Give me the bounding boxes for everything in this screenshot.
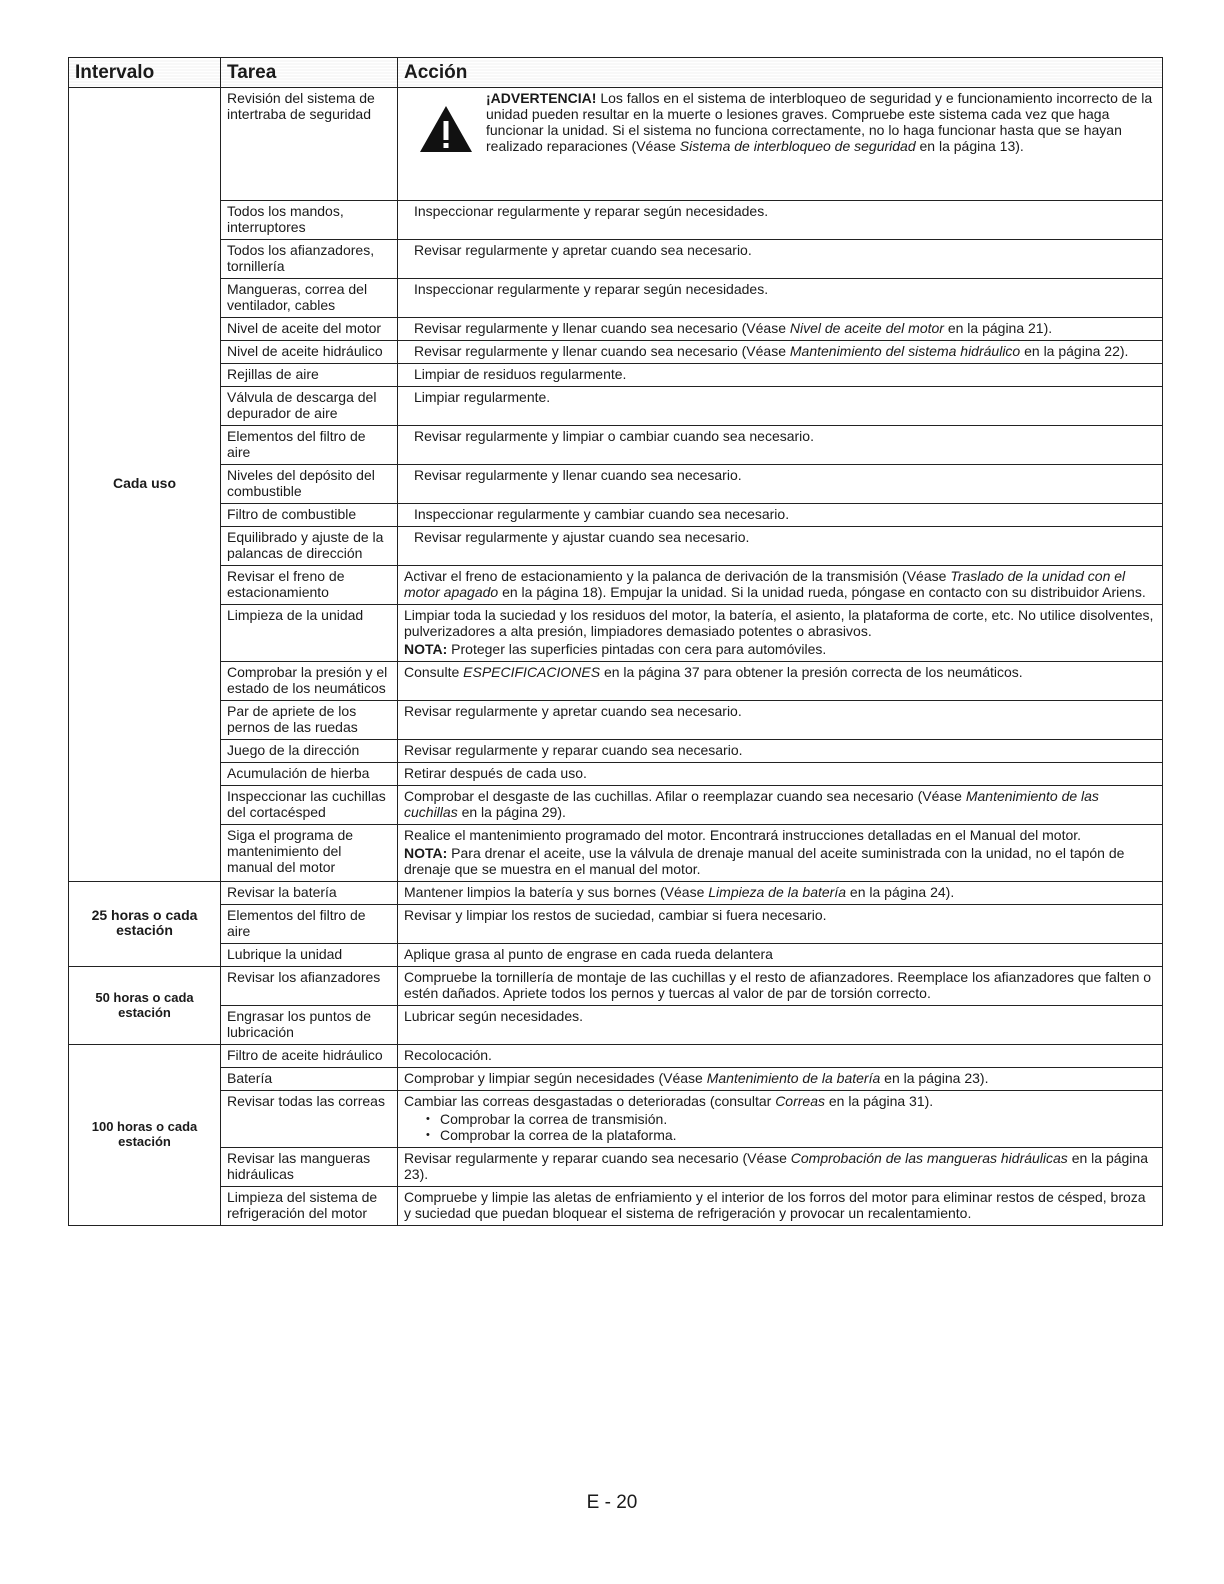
table-row [69,426,1163,465]
task-cell: Revisar las mangueras hidráulicas [221,1148,398,1187]
warning-text [486,90,1156,154]
table-row [69,318,1163,341]
task-cell: Comprobar la presión y el estado de los neumáticos [221,662,398,701]
action-tail: en la página 21). [943,320,1053,336]
table-row [69,88,1163,201]
table-row [69,944,1163,967]
warning-body: Los fallos en el sistema de interbloqueo de seguridad y e funcionamiento incorrecto de la unidad pueden resultar en la muerte o lesiones graves. Compruebe este sistema cada vez que haga funcionar la unidad. Si el sistema no funciona correctamente, no lo haga funcionar hasta que se hayan realizado reparaciones (Véase [486,90,1153,154]
note [404,845,1156,877]
action-cell: Revisar regularmente y llenar cuando sea necesario. [398,465,1163,504]
table-row [69,240,1163,279]
task-cell: Filtro de aceite hidráulico [221,1045,398,1068]
note-text: Proteger las superficies pintadas con cera para automóviles. [447,641,827,657]
action-cell: Revisar regularmente y limpiar o cambiar cuando sea necesario. [398,426,1163,465]
action-text: Revisar regularmente y llenar cuando sea necesario (Véase [414,343,790,359]
interval-25-hours: 25 horas o cada estación [69,882,221,967]
table-row [69,465,1163,504]
action-tail: en la página 24). [846,884,955,900]
action-ref: Traslado de la unidad con el motor apagado [404,568,1126,600]
table-row [69,905,1163,944]
action-cell: Revisar y limpiar los restos de suciedad, cambiar si fuera necesario. [398,905,1163,944]
interval-each-use: Cada uso [69,88,221,882]
table-row [69,527,1163,566]
note-text: Para drenar el aceite, use la válvula de drenaje manual del aceite suministrada con la unidad, no el tapón de drenaje que se muestra en el manual del motor. [404,845,1125,877]
action-text: Consulte [404,664,464,680]
action-cell [398,662,1163,701]
action-cell: Compruebe la tornillería de montaje de las cuchillas y el resto de afianzadores. Reemplace los afianzadores que falten o estén dañados. Apriete todos los pernos y tuercas al valor de par de torsión correcto. [398,967,1163,1006]
task-cell: Revisar todas las correas [221,1091,398,1148]
action-cell: Aplique grasa al punto de engrase en cada rueda delantera [398,944,1163,967]
task-cell: Nivel de aceite hidráulico [221,341,398,364]
action-cell: Compruebe y limpie las aletas de enfriamiento y el interior de los forros del motor para eliminar restos de césped, broza y suciedad que puedan bloquear el sistema de refrigeración y provocar un recalentamiento. [398,1187,1163,1226]
action-ref: Mantenimiento de las cuchillas [404,788,1099,820]
bullet-item: • Comprobar la correa de la plataforma. [440,1127,1156,1143]
note-label: NOTA: [404,845,448,861]
action-tail: en la página 23). [880,1070,989,1086]
table-row [69,1045,1163,1068]
table-row [69,201,1163,240]
action-ref: Mantenimiento de la batería [706,1070,881,1086]
action-cell [398,1068,1163,1091]
action-cell: Retirar después de cada uso. [398,763,1163,786]
header-interval: Intervalo [69,58,221,88]
action-cell: Inspeccionar regularmente y reparar según necesidades. [398,279,1163,318]
maintenance-table [68,57,1163,1226]
warning-label: ¡ADVERTENCIA! [486,90,597,106]
bullet-item: • Comprobar la correa de transmisión. [440,1111,1156,1127]
table-row [69,825,1163,882]
task-cell: Par de apriete de los pernos de las ruedas [221,701,398,740]
table-row [69,1006,1163,1045]
table-row [69,605,1163,662]
action-cell [398,318,1163,341]
action-text: Comprobar el desgaste de las cuchillas. Afilar o reemplazar cuando sea necesario (Véase [404,788,966,804]
action-cell [398,882,1163,905]
action-tail: en la página 18). Empujar la unidad. Si la unidad rueda, póngase en contacto con su distribuidor Ariens. [498,584,1146,600]
action-cell: Revisar regularmente y apretar cuando sea necesario. [398,240,1163,279]
page-number: E - 20 [586,1492,638,1513]
action-text: Mantener limpios la batería y sus bornes (Véase [404,884,709,900]
bullet-list [404,1111,1156,1143]
action-cell [398,786,1163,825]
action-cell: Limpiar regularmente. [398,387,1163,426]
action-cell [398,341,1163,364]
note-label: NOTA: [404,641,448,657]
task-cell: Rejillas de aire [221,364,398,387]
warning-ref: Sistema de interbloqueo de seguridad [679,138,916,154]
task-cell: Todos los afianzadores, tornillería [221,240,398,279]
task-cell: Acumulación de hierba [221,763,398,786]
task-cell: Mangueras, correa del ventilador, cables [221,279,398,318]
table-row [69,662,1163,701]
table-row [69,701,1163,740]
action-cell [398,566,1163,605]
task-cell: Niveles del depósito del combustible [221,465,398,504]
action-text: Limpiar toda la suciedad y los residuos del motor, la batería, el asiento, la plataforma de corte, etc. No utilice disolventes, pulverizadores a alta presión, limpiadores demasiado potentes o abrasivos. [404,607,1154,639]
header-task: Tarea [221,58,398,88]
table-row [69,566,1163,605]
task-cell: Limpieza del sistema de refrigeración del motor [221,1187,398,1226]
task-cell: Equilibrado y ajuste de la palancas de dirección [221,527,398,566]
table-row [69,786,1163,825]
header-action: Acción [398,58,1163,88]
action-tail: en la página 31). [824,1093,934,1109]
table-row [69,1068,1163,1091]
table-row [69,967,1163,1006]
action-cell [398,1148,1163,1187]
task-cell: Revisar el freno de estacionamiento [221,566,398,605]
task-cell: Engrasar los puntos de lubricación [221,1006,398,1045]
warning-cell [398,88,1163,201]
task-cell: Elementos del filtro de aire [221,426,398,465]
action-tail: en la página 23). [404,1150,1148,1182]
task-cell: Limpieza de la unidad [221,605,398,662]
action-cell: Lubricar según necesidades. [398,1006,1163,1045]
table-row [69,763,1163,786]
task-cell: Inspeccionar las cuchillas del cortacésped [221,786,398,825]
action-text: Revisar regularmente y llenar cuando sea necesario (Véase [414,320,790,336]
note [404,641,1156,657]
action-cell: Recolocación. [398,1045,1163,1068]
action-cell: Inspeccionar regularmente y reparar según necesidades. [398,201,1163,240]
task-cell: Todos los mandos, interruptores [221,201,398,240]
task-cell: Filtro de combustible [221,504,398,527]
table-row [69,740,1163,763]
task-cell: Válvula de descarga del depurador de aire [221,387,398,426]
action-cell: Revisar regularmente y reparar cuando sea necesario. [398,740,1163,763]
task-cell: Revisión del sistema de intertraba de seguridad [221,88,398,201]
action-cell [398,1091,1163,1148]
table-row [69,341,1163,364]
task-cell: Siga el programa de mantenimiento del manual del motor [221,825,398,882]
action-ref: Limpieza de la batería [708,884,847,900]
task-cell: Elementos del filtro de aire [221,905,398,944]
action-text: Activar el freno de estacionamiento y la palanca de derivación de la transmisión (Véase [404,568,951,584]
table-row [69,1187,1163,1226]
task-cell: Lubrique la unidad [221,944,398,967]
task-cell: Juego de la dirección [221,740,398,763]
task-cell: Nivel de aceite del motor [221,318,398,341]
action-tail: en la página 22). [1020,343,1129,359]
task-cell: Batería [221,1068,398,1091]
table-row [69,279,1163,318]
action-cell: Revisar regularmente y ajustar cuando sea necesario. [398,527,1163,566]
table-header-row [69,58,1163,88]
table-row [69,364,1163,387]
action-ref: Comprobación de las mangueras hidráulicas [790,1150,1068,1166]
table-row [69,504,1163,527]
table-row [69,387,1163,426]
action-text: Comprobar y limpiar según necesidades (Véase [404,1070,707,1086]
task-cell: Revisar los afianzadores [221,967,398,1006]
task-cell: Revisar la batería [221,882,398,905]
action-cell: Revisar regularmente y apretar cuando sea necesario. [398,701,1163,740]
action-text: Cambiar las correas desgastadas o deterioradas (consultar [404,1093,776,1109]
action-tail: en la página 29). [457,804,566,820]
action-ref: ESPECIFICACIONES [463,664,601,680]
action-ref: Nivel de aceite del motor [789,320,944,336]
action-tail: en la página 37 para obtener la presión correcta de los neumáticos. [600,664,1023,680]
action-cell [398,605,1163,662]
table-row [69,1148,1163,1187]
interval-50-hours: 50 horas o cada estación [69,967,221,1045]
action-text: Realice el mantenimiento programado del motor. Encontrará instrucciones detalladas en el Manual del motor. [404,827,1082,843]
action-cell: Inspeccionar regularmente y cambiar cuando sea necesario. [398,504,1163,527]
action-ref: Correas [775,1093,825,1109]
table-row [69,1091,1163,1148]
action-text: Revisar regularmente y reparar cuando sea necesario (Véase [404,1150,791,1166]
interval-100-hours: 100 horas o cada estación [69,1045,221,1226]
action-cell: Limpiar de residuos regularmente. [398,364,1163,387]
action-cell [398,825,1163,882]
warning-triangle-icon [418,104,474,154]
table-row [69,882,1163,905]
action-ref: Mantenimiento del sistema hidráulico [789,343,1021,359]
warning-tail: en la página 13). [915,138,1024,154]
